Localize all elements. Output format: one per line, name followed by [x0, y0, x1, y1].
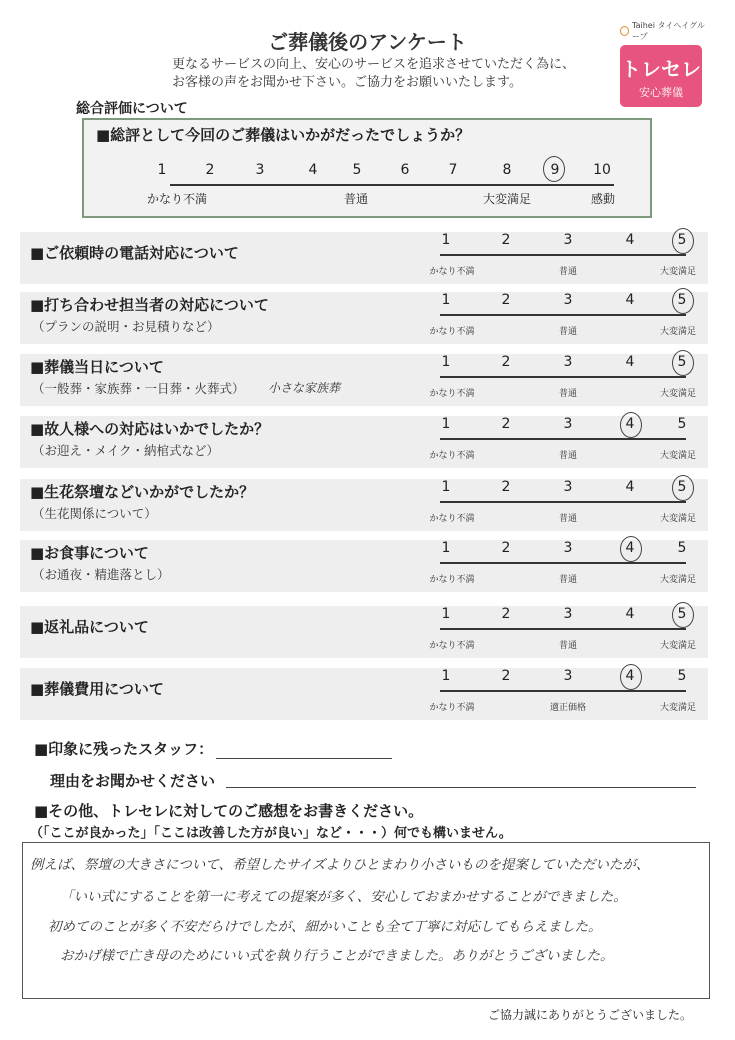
selected-circle-mark: [672, 475, 694, 501]
brand-logo: [620, 45, 702, 107]
intro-line-1: 更なるサービスの向上、安心のサービスを追求させていただく為に、: [172, 57, 576, 72]
overall-question: ■総評として今回のご葬儀はいかがだったでしょうか？: [96, 126, 471, 144]
question-title: ■生花祭壇などいかがでしたか？: [30, 483, 255, 501]
rating-option-2[interactable]: 2: [501, 479, 511, 495]
rating-line: [440, 628, 686, 630]
rating-option-5[interactable]: 5: [677, 292, 687, 308]
overall-scale-line: [170, 184, 614, 186]
comment-line-3: 初めてのことが多く不安だらけでしたが、細かいことも全て丁寧に対応してもらえました。: [48, 919, 602, 935]
selected-circle-mark: [672, 602, 694, 628]
selected-circle-mark: [620, 664, 642, 690]
rating-option-5[interactable]: 5: [677, 354, 687, 370]
rating-line: [440, 376, 686, 378]
rating-label-low: かなり不満: [429, 389, 475, 399]
overall-section-title: 総合評価について: [76, 101, 188, 117]
rating-line: [440, 562, 686, 564]
question-subtitle: （お通夜・精進落とし）: [32, 567, 170, 582]
rating-option-4[interactable]: 4: [625, 540, 635, 556]
rating-label-high: 大変満足: [659, 327, 696, 337]
rating-label-low: かなり不満: [429, 575, 475, 585]
rating-option-5[interactable]: 5: [677, 540, 687, 556]
overall-scale-8[interactable]: 8: [502, 162, 512, 178]
question-title: ■打ち合わせ担当者の対応について: [30, 296, 269, 314]
reason-input-line[interactable]: [226, 787, 696, 788]
rating-option-3[interactable]: 3: [563, 479, 573, 495]
comments-hint: （「ここが良かった」「ここは改善した方が良い」など・・・）何でも構いません。: [30, 826, 512, 841]
rating-option-2[interactable]: 2: [501, 668, 511, 684]
rating-option-4[interactable]: 4: [625, 416, 635, 432]
overall-scale-9[interactable]: 9: [550, 162, 560, 178]
comments-label: ■その他、トレセレに対してのご感想をお書きください。: [34, 802, 424, 820]
question-subtitle: （お迎え・メイク・納棺式など）: [32, 443, 220, 458]
rating-label-low: かなり不満: [429, 451, 475, 461]
rating-line: [440, 314, 686, 316]
rating-option-1[interactable]: 1: [441, 479, 451, 495]
question-title: ■お食事について: [30, 544, 149, 562]
rating-label-high: 大変満足: [659, 267, 696, 277]
overall-scale-6[interactable]: 6: [400, 162, 410, 178]
intro-line-2: お客様の声をお聞かせ下さい。ご協力をお願いいたします。: [172, 75, 522, 90]
question-title: ■故人様への対応はいかでしたか？: [30, 420, 270, 438]
taihei-logo-icon: [620, 26, 629, 36]
overall-scale-7[interactable]: 7: [448, 162, 458, 178]
footer-thanks: ご協力誠にありがとうございました。: [488, 1008, 693, 1022]
rating-option-1[interactable]: 1: [441, 292, 451, 308]
brand-logo-block: [620, 20, 710, 107]
rating-option-3[interactable]: 3: [563, 540, 573, 556]
rating-option-4[interactable]: 4: [625, 354, 635, 370]
handwritten-note: 小さな家族葬: [268, 381, 341, 395]
rating-option-2[interactable]: 2: [501, 354, 511, 370]
overall-scale-3[interactable]: 3: [255, 162, 265, 178]
selected-circle-mark: [620, 412, 642, 438]
question-title: ■ご依頼時の電話対応について: [30, 244, 239, 262]
rating-option-5[interactable]: 5: [677, 479, 687, 495]
comment-line-4: おかげ様で亡き母のためにいい式を執り行うことができました。ありがとうございました。: [60, 948, 614, 964]
rating-option-5[interactable]: 5: [677, 606, 687, 622]
staff-label: ■印象に残ったスタッフ：: [34, 740, 214, 758]
rating-label-mid: 普通: [558, 514, 577, 524]
rating-line: [440, 438, 686, 440]
rating-option-3[interactable]: 3: [563, 292, 573, 308]
question-title: ■葬儀費用について: [30, 680, 164, 698]
rating-option-5[interactable]: 5: [677, 668, 687, 684]
intro-text: [172, 56, 575, 92]
rating-option-3[interactable]: 3: [563, 416, 573, 432]
overall-label-high: 大変満足: [482, 192, 531, 206]
rating-label-low: かなり不満: [429, 514, 475, 524]
rating-label-low: かなり不満: [429, 641, 475, 651]
brand-name: トレセレ: [621, 57, 701, 81]
rating-label-mid: 普通: [558, 267, 577, 277]
question-subtitle: （生花関係について）: [32, 506, 157, 521]
rating-option-2[interactable]: 2: [501, 606, 511, 622]
rating-label-mid: 普通: [558, 451, 577, 461]
brand-sub: 安心葬儀: [639, 86, 683, 99]
rating-option-4[interactable]: 4: [625, 292, 635, 308]
selected-circle-mark: [672, 288, 694, 314]
rating-option-3[interactable]: 3: [563, 354, 573, 370]
selected-circle-mark: [672, 350, 694, 376]
question-title: ■葬儀当日について: [30, 358, 164, 376]
overall-label-low: かなり不満: [146, 192, 207, 206]
selected-circle-mark: [620, 536, 642, 562]
rating-label-mid: 適正価格: [549, 703, 586, 713]
rating-option-1[interactable]: 1: [441, 606, 451, 622]
overall-label-top: 感動: [590, 192, 615, 206]
rating-option-4[interactable]: 4: [625, 479, 635, 495]
question-subtitle: （一般葬・家族葬・一日葬・火葬式）: [32, 381, 245, 396]
overall-scale-1[interactable]: 1: [157, 162, 167, 178]
rating-option-4[interactable]: 4: [625, 606, 635, 622]
comment-line-2: 「いい式にすることを第一に考えての提案が多く、安心しておまかせすることができました。: [60, 889, 627, 905]
overall-scale-10[interactable]: 10: [593, 162, 611, 178]
rating-option-2[interactable]: 2: [501, 416, 511, 432]
rating-label-low: かなり不満: [429, 703, 475, 713]
rating-label-high: 大変満足: [659, 514, 696, 524]
question-subtitle: （プランの説明・お見積りなど）: [32, 319, 220, 334]
staff-input-line[interactable]: [216, 758, 392, 759]
rating-label-high: 大変満足: [659, 641, 696, 651]
rating-option-5[interactable]: 5: [677, 416, 687, 432]
rating-option-1[interactable]: 1: [441, 416, 451, 432]
selected-circle-mark: [543, 156, 565, 182]
brand-group-label: Taihei タイヘイグループ: [620, 20, 710, 42]
rating-option-1[interactable]: 1: [441, 540, 451, 556]
overall-scale-5[interactable]: 5: [352, 162, 362, 178]
rating-label-high: 大変満足: [659, 389, 696, 399]
rating-label-mid: 普通: [558, 327, 577, 337]
rating-label-mid: 普通: [558, 389, 577, 399]
rating-line: [440, 501, 686, 503]
rating-label-high: 大変満足: [659, 703, 696, 713]
rating-label-low: かなり不満: [429, 267, 475, 277]
reason-label: 理由をお聞かせください: [50, 772, 216, 790]
rating-option-1[interactable]: 1: [441, 232, 451, 248]
rating-option-1[interactable]: 1: [441, 668, 451, 684]
rating-option-4[interactable]: 4: [625, 232, 635, 248]
page-title: ご葬儀後のアンケート: [268, 30, 467, 54]
overall-scale-4[interactable]: 4: [308, 162, 318, 178]
overall-label-mid: 普通: [343, 192, 368, 206]
selected-circle-mark: [672, 228, 694, 254]
rating-option-3[interactable]: 3: [563, 668, 573, 684]
rating-label-mid: 普通: [558, 575, 577, 585]
rating-option-4[interactable]: 4: [625, 668, 635, 684]
rating-option-2[interactable]: 2: [501, 232, 511, 248]
rating-option-2[interactable]: 2: [501, 292, 511, 308]
rating-line: [440, 690, 686, 692]
rating-option-5[interactable]: 5: [677, 232, 687, 248]
rating-option-2[interactable]: 2: [501, 540, 511, 556]
question-title: ■返礼品について: [30, 618, 149, 636]
rating-label-high: 大変満足: [659, 575, 696, 585]
rating-label-high: 大変満足: [659, 451, 696, 461]
overall-scale-2[interactable]: 2: [205, 162, 215, 178]
comment-line-1: 例えば、祭壇の大きさについて、希望したサイズよりひとまわり小さいものを提案していただいたが、: [30, 857, 650, 873]
rating-option-3[interactable]: 3: [563, 232, 573, 248]
rating-label-low: かなり不満: [429, 327, 475, 337]
rating-line: [440, 254, 686, 256]
rating-option-3[interactable]: 3: [563, 606, 573, 622]
rating-label-mid: 普通: [558, 641, 577, 651]
rating-option-1[interactable]: 1: [441, 354, 451, 370]
